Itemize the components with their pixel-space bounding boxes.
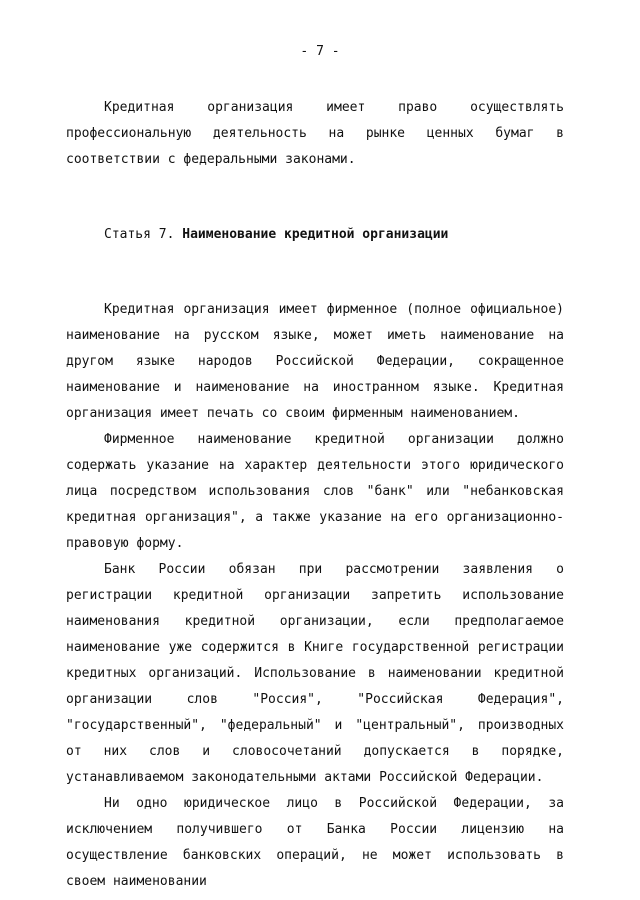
article-heading	[66, 222, 564, 248]
paragraph-intro: Кредитная организация имеет право осуществлять профессиональную деятельность на рынке ценных бумаг в соответствии с федеральными законами.	[66, 100, 564, 167]
paragraph: Кредитная организация имеет фирменное (полное официальное) наименование на русском языке, может иметь наименование на другом языке народов Российской Федерации, сокращенное наименование и наименование на иностранном языке. Кредитная организация имеет печать со своим фирменным наименованием.	[66, 302, 564, 421]
article-title: Наименование кредитной организации	[182, 227, 449, 242]
page-number: - 7 -	[300, 44, 340, 59]
paragraph: Банк России обязан при рассмотрении заявления о регистрации кредитной организации запретить использование наименования кредитной организации, если предполагаемое наименование уже содержится в Книге государственной регистрации кредитных организаций. Использование в наименовании кредитной организации слов "Россия", "Российская Федерация", "государственный", "федеральный" и "центральный", производных от них слов и словосочетаний допускается в порядке, устанавливаемом законодательными актами Российской Федерации.	[66, 562, 564, 785]
paragraph: Ни одно юридическое лицо в Российской Федерации, за исключением получившего от Банка России лицензию на осуществление банковских операций, не может использовать в своем наименовании	[66, 796, 564, 889]
article-label: Статья 7.	[104, 227, 175, 242]
paragraph: Фирменное наименование кредитной организации должно содержать указание на характер деятельности этого юридического лица посредством использования слов "банк" или "небанковская кредитная организация", а также указание на его организационно-правовую форму.	[66, 432, 564, 551]
document-body	[66, 95, 564, 895]
